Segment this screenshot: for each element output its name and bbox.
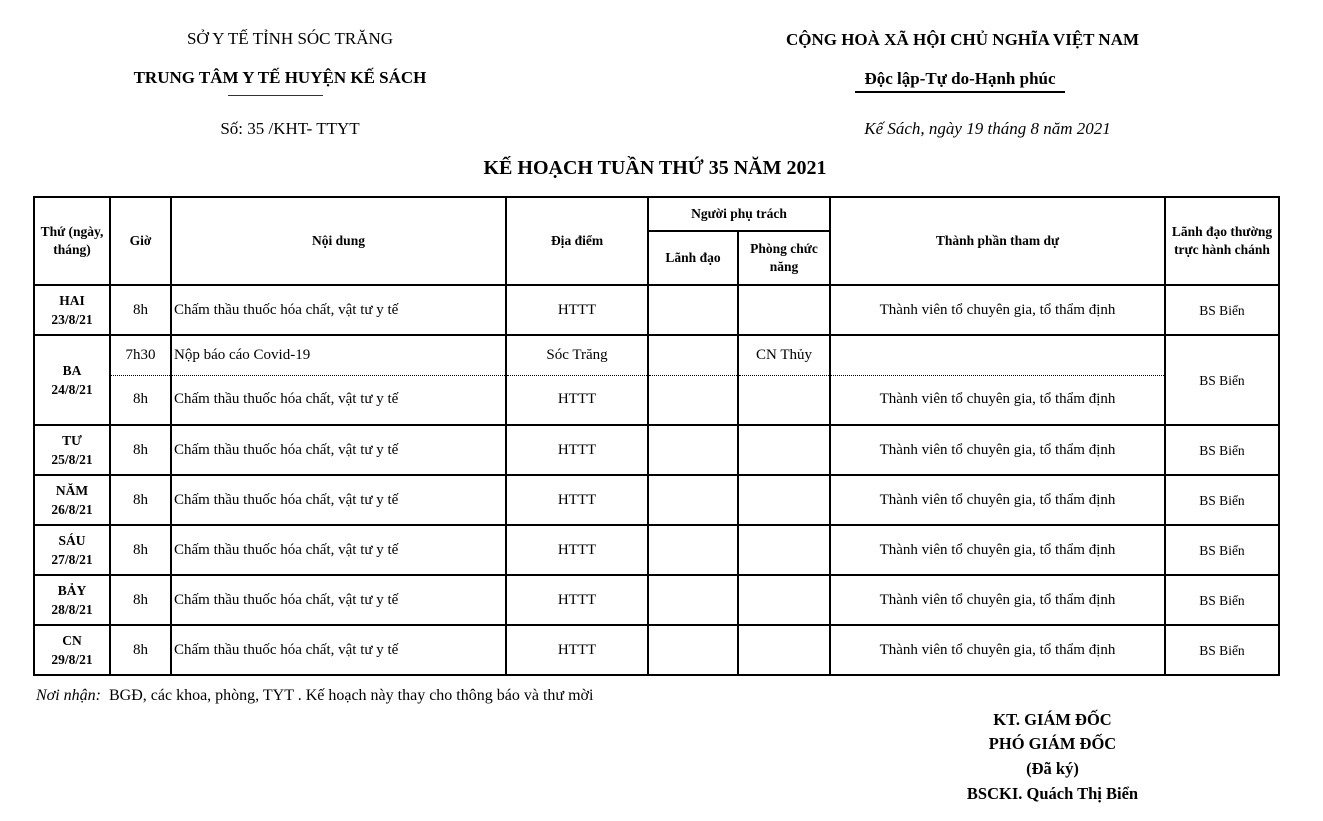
time-cell: 7h30 [110, 335, 171, 375]
time-cell: 8h [110, 575, 171, 625]
table-row [34, 285, 1279, 335]
recipients-note [36, 687, 593, 705]
department-cell [738, 375, 830, 425]
page-title: KẾ HOẠCH TUẦN THỨ 35 NĂM 2021 [483, 157, 827, 179]
col-header-executive: Lãnh đạo thường trực hành chánh [1165, 197, 1279, 285]
participants-cell: Thành viên tổ chuyên gia, tổ thẩm định [830, 475, 1165, 525]
time-cell: 8h [110, 425, 171, 475]
table-row [34, 475, 1279, 525]
executive-cell: BS Biển [1165, 425, 1279, 475]
day-cell: BA 24/8/21 [34, 335, 110, 425]
department-cell [738, 575, 830, 625]
content-cell: Chấm thầu thuốc hóa chất, vật tư y tế [171, 375, 506, 425]
col-header-time: Giờ [110, 197, 171, 285]
content-cell: Chấm thầu thuốc hóa chất, vật tư y tế [171, 425, 506, 475]
participants-cell: Thành viên tổ chuyên gia, tổ thẩm định [830, 575, 1165, 625]
table-row [34, 525, 1279, 575]
col-header-content: Nội dung [171, 197, 506, 285]
participants-cell [830, 335, 1165, 375]
organization-name: TRUNG TÂM Y TẾ HUYỆN KẾ SÁCH [133, 68, 427, 87]
location-cell: Sóc Trăng [506, 335, 648, 375]
time-cell: 8h [110, 285, 171, 335]
content-cell: Chấm thầu thuốc hóa chất, vật tư y tế [171, 575, 506, 625]
time-cell: 8h [110, 625, 171, 675]
time-cell: 8h [110, 475, 171, 525]
header-divider [228, 95, 323, 96]
executive-cell: BS Biển [1165, 285, 1279, 335]
leader-cell [648, 525, 738, 575]
day-cell: NĂM 26/8/21 [34, 475, 110, 525]
col-header-location: Địa điểm [506, 197, 648, 285]
participants-cell: Thành viên tổ chuyên gia, tổ thẩm định [830, 375, 1165, 425]
location-cell: HTTT [506, 285, 648, 335]
content-cell: Chấm thầu thuốc hóa chất, vật tư y tế [171, 525, 506, 575]
col-header-responsible: Người phụ trách [648, 197, 830, 231]
day-cell: CN 29/8/21 [34, 625, 110, 675]
participants-cell: Thành viên tổ chuyên gia, tổ thẩm định [830, 425, 1165, 475]
content-cell: Chấm thầu thuốc hóa chất, vật tư y tế [171, 625, 506, 675]
executive-cell: BS Biển [1165, 625, 1279, 675]
table-row [34, 575, 1279, 625]
leader-cell [648, 335, 738, 375]
signature-title-1: KT. GIÁM ĐỐC [993, 710, 1112, 729]
col-header-participants: Thành phần tham dự [830, 197, 1165, 285]
leader-cell [648, 575, 738, 625]
leader-cell [648, 475, 738, 525]
department-cell: CN Thủy [738, 335, 830, 375]
recipients-text: BGĐ, các khoa, phòng, TYT . Kế hoạch này thay cho thông báo và thư mời [100, 687, 594, 704]
department-cell [738, 525, 830, 575]
leader-cell [648, 425, 738, 475]
col-header-day: Thứ (ngày, tháng) [34, 197, 110, 285]
location-cell: HTTT [506, 575, 648, 625]
leader-cell [648, 625, 738, 675]
participants-cell: Thành viên tổ chuyên gia, tổ thẩm định [830, 525, 1165, 575]
participants-cell: Thành viên tổ chuyên gia, tổ thẩm định [830, 285, 1165, 335]
day-cell: TƯ 25/8/21 [34, 425, 110, 475]
day-cell: BẢY 28/8/21 [34, 575, 110, 625]
table-row [34, 425, 1279, 475]
department-cell [738, 475, 830, 525]
department-cell [738, 425, 830, 475]
signer-name: BSCKI. Quách Thị Biển [966, 784, 1139, 803]
location-cell: HTTT [506, 475, 648, 525]
location-cell: HTTT [506, 375, 648, 425]
day-cell: SÁU 27/8/21 [34, 525, 110, 575]
table-row [34, 335, 1279, 375]
location-cell: HTTT [506, 625, 648, 675]
location-cell: HTTT [506, 525, 648, 575]
weekly-plan-table [33, 196, 1280, 676]
table-row [34, 375, 1279, 425]
content-cell: Nộp báo cáo Covid-19 [171, 335, 506, 375]
recipients-label: Nơi nhận: [36, 687, 101, 704]
executive-cell: BS Biển [1165, 575, 1279, 625]
department-name: SỞ Y TẾ TỈNH SÓC TRĂNG [186, 29, 394, 48]
leader-cell [648, 375, 738, 425]
col-header-leader: Lãnh đạo [648, 231, 738, 285]
executive-cell: BS Biển [1165, 475, 1279, 525]
national-title: CỘNG HOÀ XÃ HỘI CHỦ NGHĨA VIỆT NAM [785, 30, 1140, 49]
day-cell: HAI 23/8/21 [34, 285, 110, 335]
department-cell [738, 625, 830, 675]
location-cell: HTTT [506, 425, 648, 475]
document-number: Số: 35 /KHT- TTYT [220, 119, 360, 138]
leader-cell [648, 285, 738, 335]
time-cell: 8h [110, 525, 171, 575]
content-cell: Chấm thầu thuốc hóa chất, vật tư y tế [171, 285, 506, 335]
signature-status: (Đã ký) [1026, 759, 1079, 778]
national-motto: Độc lập-Tự do-Hạnh phúc [855, 69, 1065, 93]
participants-cell: Thành viên tổ chuyên gia, tổ thẩm định [830, 625, 1165, 675]
table-row [34, 625, 1279, 675]
place-date: Kế Sách, ngày 19 tháng 8 năm 2021 [864, 119, 1111, 138]
content-cell: Chấm thầu thuốc hóa chất, vật tư y tế [171, 475, 506, 525]
time-cell: 8h [110, 375, 171, 425]
signature-title-2: PHÓ GIÁM ĐỐC [988, 734, 1117, 753]
executive-cell: BS Biển [1165, 335, 1279, 425]
department-cell [738, 285, 830, 335]
executive-cell: BS Biển [1165, 525, 1279, 575]
col-header-department: Phòng chức năng [738, 231, 830, 285]
